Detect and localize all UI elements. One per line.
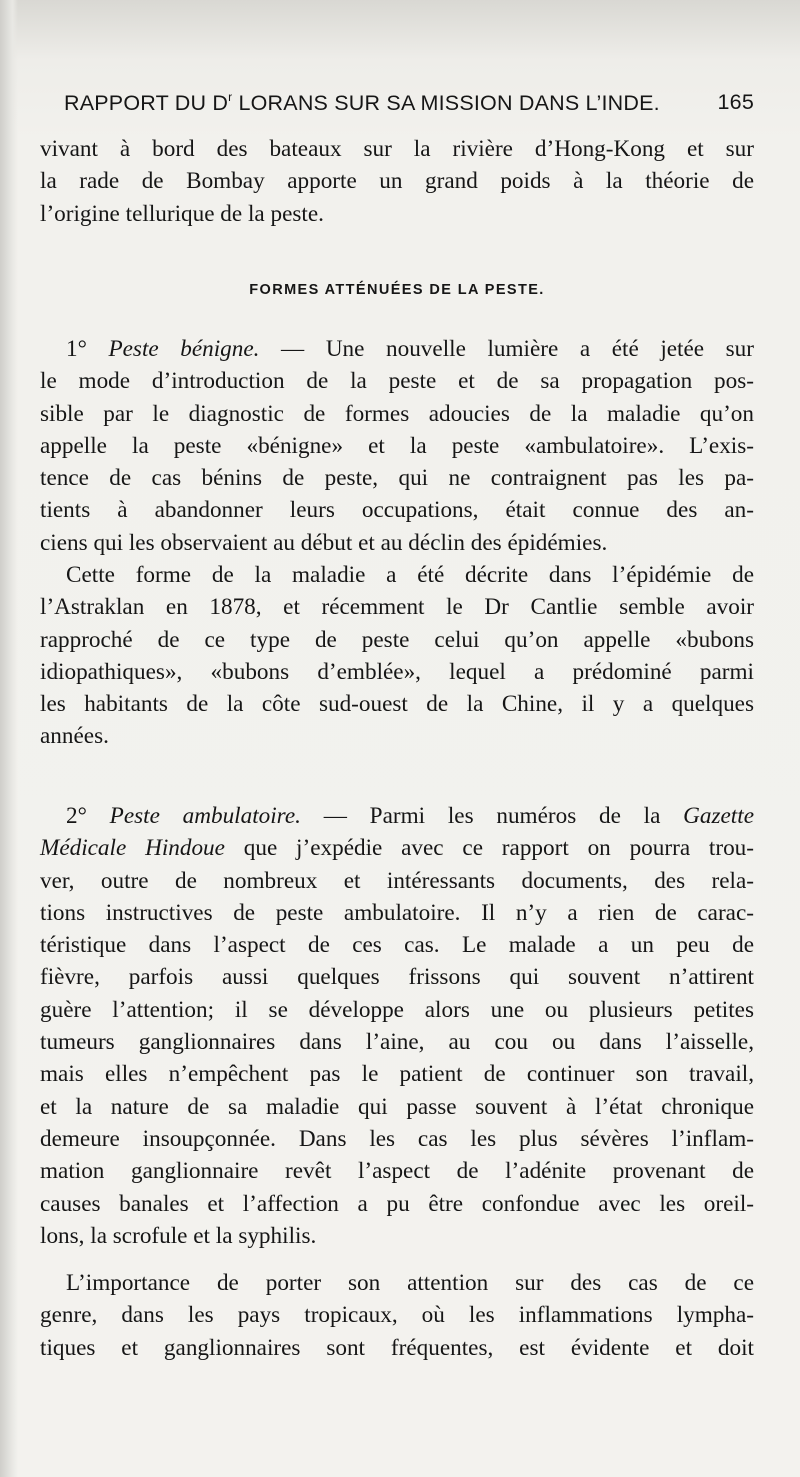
- journal-title: Médicale Hindoue: [40, 835, 225, 862]
- text-line: genre, dans les pays tropicaux, où les inflammations lympha-: [40, 1302, 754, 1329]
- text-line: lons, la scrofule et la syphilis.: [40, 1222, 317, 1249]
- text-fragment: que j’expédie avec ce rapport on pourra trou-: [224, 835, 754, 862]
- text-line: tumeurs ganglionnaires dans l’aine, au cou ou dans l’aisselle,: [40, 1029, 754, 1056]
- text-line: téristique dans l’aspect de ces cas. Le malade a un peu de: [40, 932, 754, 959]
- running-title-part: LORANS SUR SA MISSION DANS L’INDE.: [232, 91, 660, 115]
- paragraph-astrakhan: [40, 559, 754, 753]
- paragraph-peste-ambulatoire: [40, 800, 754, 1252]
- text-line: L’importance de porter son attention sur des cas de ce: [66, 1270, 754, 1296]
- text-line: [40, 333, 754, 365]
- text-line: idiopathiques», «bubons d’emblée», lequel a prédominé parmi: [40, 658, 754, 685]
- text-line: fièvre, parfois aussi quelques frissons qui souvent n’attirent: [40, 964, 754, 991]
- text-line: années.: [40, 723, 109, 750]
- text-line: tions instructives de peste ambulatoire. Il n’y a rien de carac-: [40, 899, 754, 926]
- running-title: [64, 90, 660, 116]
- text-line: mation ganglionnaire revêt l’aspect de l’adénite provenant de: [40, 1158, 754, 1185]
- text-line: la rade de Bombay apporte un grand poids à la théorie de: [40, 168, 754, 195]
- text-line: et la nature de sa maladie qui passe souvent à l’état chronique: [40, 1093, 754, 1120]
- text-line: [40, 800, 754, 832]
- text-line: demeure insoupçonnée. Dans les cas les plus sévères l’inflam-: [40, 1125, 754, 1152]
- text-line: Cette forme de la maladie a été décrite dans l’épidémie de: [66, 562, 754, 588]
- running-title-superscript: r: [228, 90, 233, 104]
- paragraph-title: Peste bénigne.: [108, 336, 260, 362]
- text-line: causes banales et l’affection a pu être confondue avec les oreil-: [40, 1190, 754, 1217]
- text-line: tients à abandonner leurs occupations, était connue des an-: [40, 497, 754, 524]
- text-line: l’origine tellurique de la peste.: [40, 200, 324, 227]
- text-fragment: — Une nouvelle lumière a été jetée sur: [259, 336, 755, 362]
- text-line: le mode d’introduction de la peste et de sa propagation pos-: [40, 368, 754, 395]
- section-heading: FORMES ATTÉNUÉES DE LA PESTE.: [249, 282, 545, 298]
- intro-paragraph: [40, 133, 754, 230]
- text-line: tence de cas bénins de peste, qui ne contraignent pas les pa-: [40, 465, 754, 492]
- page-number: 165: [717, 90, 754, 114]
- page-edge-shadow: [0, 0, 18, 1477]
- text-line: ver, outre de nombreux et intéressants documents, des rela-: [40, 867, 754, 894]
- running-header: [64, 84, 754, 120]
- text-line: sible par le diagnostic de formes adoucies de la maladie qu’on: [40, 400, 754, 427]
- paragraph-title: Peste ambulatoire.: [109, 803, 301, 829]
- text-line: rapproché de ce type de peste celui qu’on appelle «bubons: [40, 626, 754, 653]
- paragraph-importance: [40, 1267, 754, 1364]
- paragraph-number: 1°: [66, 336, 87, 362]
- text-line: guère l’attention; il se développe alors une ou plusieurs petites: [40, 996, 754, 1023]
- text-line: l’Astraklan en 1878, et récemment le Dr Cantlie semble avoir: [40, 594, 754, 621]
- text-line: tiques et ganglionnaires sont fréquentes, est évidente et doit: [40, 1334, 754, 1361]
- text-line: appelle la peste «bénigne» et la peste «ambulatoire». L’exis-: [40, 432, 754, 459]
- paragraph-peste-benigne: [40, 333, 754, 559]
- journal-title: Gazette: [683, 803, 754, 829]
- running-title-part: RAPPORT DU D: [64, 91, 229, 115]
- text-fragment: — Parmi les numéros de la: [300, 803, 684, 829]
- text-line: [40, 832, 754, 864]
- text-line: ciens qui les observaient au début et au déclin des épidémies.: [40, 529, 608, 556]
- text-line: vivant à bord des bateaux sur la rivière d’Hong-Kong et sur: [40, 136, 754, 162]
- paragraph-number: 2°: [66, 803, 87, 829]
- text-line: mais elles n’empêchent pas le patient de continuer son travail,: [40, 1061, 754, 1088]
- text-line: les habitants de la côte sud-ouest de la Chine, il y a quelques: [40, 691, 754, 718]
